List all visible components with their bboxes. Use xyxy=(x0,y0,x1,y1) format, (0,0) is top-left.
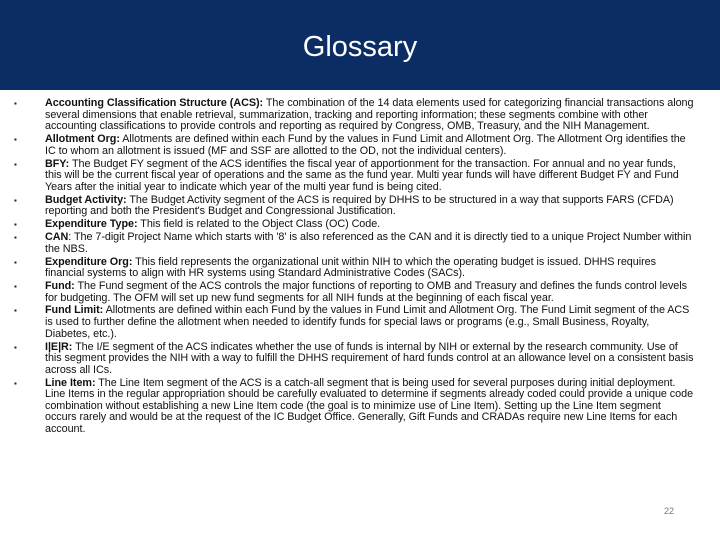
glossary-definition: The Fund segment of the ACS controls the major functions of reporting to OMB and Treasury and defines the funds control levels for budgeting. The OFM will set up new fund segments for all NIH funds at the beginning of each fiscal year. xyxy=(45,279,687,304)
glossary-entry xyxy=(14,257,694,280)
glossary-entry xyxy=(14,281,694,304)
glossary-definition: The Budget Activity segment of the ACS is required by DHHS to be structured in a way that supports FARS (CFDA) reporting and both the President's Budget and Congressional Justification. xyxy=(45,193,674,218)
glossary-entry xyxy=(14,305,694,340)
glossary-entry xyxy=(14,159,694,194)
bullet-icon: ▪ xyxy=(14,159,17,169)
glossary-definition: This field represents the organizational unit within NIH to which the operating budget is issued. DHHS requires financial systems to align with HR systems using Standard Administrative Codes (SACs). xyxy=(45,255,656,280)
glossary-definition: The I/E segment of the ACS indicates whether the use of funds is internal by NIH or external by the research community. Use of this segment provides the NIH with a way to fulfill the DHHS requirement of hard funds control at an allowance level on a consistent basis across all ICs. xyxy=(45,340,694,376)
glossary-term: CAN xyxy=(45,231,69,244)
glossary-definition: The combination of the 14 data elements used for categorizing financial transactions along several dimensions that enable retrieval, summarization, tracking and reporting information; these segments combine with other accounting classifications to provide controls and reporting as required by Congress, OMB, Treasury, and the NIH Management. xyxy=(45,97,694,133)
glossary-term: Line Item: xyxy=(45,376,96,389)
glossary-definition: This field is related to the Object Class (OC) Code. xyxy=(137,218,381,231)
glossary-term: Allotment Org: xyxy=(45,133,120,146)
glossary-definition: : The 7-digit Project Name which starts with '8' is also referenced as the CAN and it is directly tied to a unique Project Number within the NBS. xyxy=(45,231,692,255)
bullet-icon: ▪ xyxy=(14,135,17,145)
glossary-entry xyxy=(14,232,694,255)
bullet-icon: ▪ xyxy=(14,220,17,230)
glossary-term: Expenditure Type: xyxy=(45,218,138,231)
bullet-icon: ▪ xyxy=(14,378,17,388)
bullet-icon: ▪ xyxy=(14,195,17,205)
bullet-icon: ▪ xyxy=(14,233,17,243)
glossary-entry xyxy=(14,98,694,133)
glossary-definition: The Budget FY segment of the ACS identifies the fiscal year of apportionment for the transaction. For annual and no year funds, this will be the current fiscal year of operations and the same as the fund year. Multi year funds will have different Budget FY and Fund Years after the initial year to indicate which year of the multi year fund is being cited. xyxy=(45,157,679,193)
glossary-entry xyxy=(14,342,694,377)
glossary-entry xyxy=(14,195,694,218)
glossary-entry xyxy=(14,219,694,231)
page-title: Glossary xyxy=(302,31,418,63)
bullet-icon: ▪ xyxy=(14,281,17,291)
glossary-term: Accounting Classification Structure (ACS): xyxy=(45,97,264,109)
page-number: 22 xyxy=(664,506,675,516)
glossary-term: Budget Activity: xyxy=(45,193,127,206)
title-banner xyxy=(0,0,720,90)
bullet-icon: ▪ xyxy=(14,257,17,267)
bullet-icon: ▪ xyxy=(14,342,17,352)
glossary-definition: Allotments are defined within each Fund by the values in Fund Limit and Allotment Org. The Fund Limit segment of the ACS is used to further define the allotment when needed to identify funds for special laws or programs (e.g., Small Business, Royalty, Diabetes, etc.). xyxy=(45,304,690,340)
glossary-term: Fund: xyxy=(45,279,75,292)
glossary-term: BFY: xyxy=(45,157,70,170)
glossary-term: I|E|R: xyxy=(45,340,73,353)
bullet-icon: ▪ xyxy=(14,306,17,316)
glossary-list xyxy=(14,98,694,437)
glossary-definition: Allotments are defined within each Fund by the values in Fund Limit and Allotment Org. The Allotment Org identifies the IC to whom an allotment is issued (MF and SSF are allotted to the OD, not the individual centers). xyxy=(45,133,686,157)
glossary-term: Fund Limit: xyxy=(45,304,104,317)
glossary-entry xyxy=(14,378,694,436)
glossary-term: Expenditure Org: xyxy=(45,255,133,268)
glossary-entry xyxy=(14,134,694,157)
bullet-icon: ▪ xyxy=(14,99,17,108)
glossary-definition: The Line Item segment of the ACS is a catch-all segment that is being used for several purposes during initial deployment. Line Items in the regular appropriation should be carefully evaluated to determine if segments already coded could provide a unique code combination without establishing a new Line Item code (the goal is to minimize use of Line Item). Setting up the Line Item segment occurs rarely and would be at the request of the IC Budget Office. Generally, Gift Funds and CRADAs require new Line Items for each account. xyxy=(45,376,694,435)
